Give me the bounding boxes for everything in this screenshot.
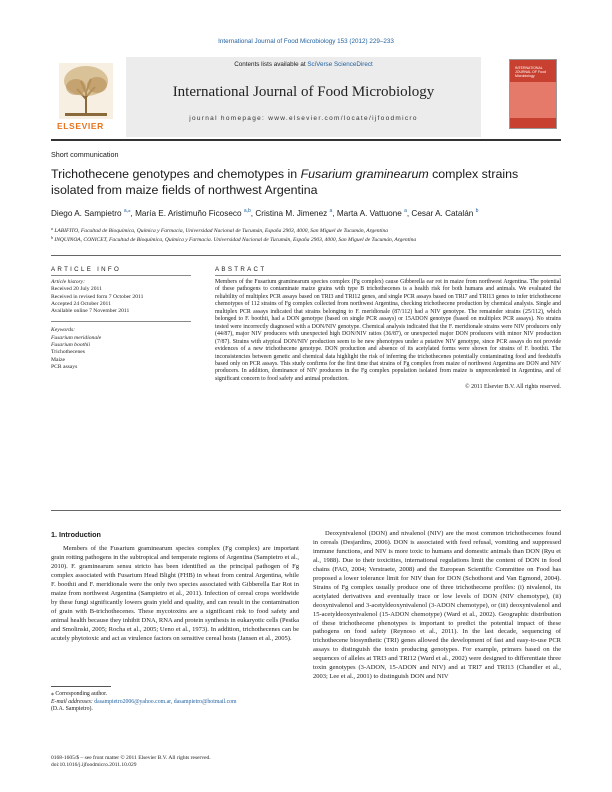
- keywords-label: Keywords:: [51, 327, 76, 334]
- history-item: Accepted 24 October 2011: [51, 300, 111, 307]
- history-label: Article history:: [51, 279, 86, 285]
- doi-link[interactable]: doi:10.1016/j.ijfoodmicro.2011.10.029: [51, 762, 137, 768]
- author[interactable]: Cristina M. Jimenez $^a$: [255, 208, 333, 218]
- journal-header: [51, 57, 561, 137]
- affiliation-divider: [51, 255, 561, 256]
- email-link[interactable]: dasampietro2006@yahoo.com.ar, dasampietro@hotmail.com: [94, 698, 237, 705]
- elsevier-logo: [51, 57, 121, 137]
- bottom-info: [51, 755, 211, 769]
- article-type: Short communication: [51, 150, 119, 159]
- intro-right-column: [313, 530, 561, 682]
- cover-title: INTERNATIONAL JOURNAL OF Food Microbiology: [515, 66, 546, 78]
- journal-citation[interactable]: International Journal of Food Microbiology 153 (2012) 229–233: [218, 38, 394, 45]
- title-part-2: complex strains isolated from maize fields of northwest Argentina: [51, 167, 519, 197]
- footnote: [51, 691, 299, 714]
- keyword: Trichothecenes: [51, 349, 85, 356]
- keyword: Maize: [51, 356, 65, 363]
- keyword: Fusarium meridionale: [51, 334, 102, 341]
- publisher-name: ELSEVIER: [57, 121, 104, 131]
- title-part-1: Trichothecene genotypes and chemotypes in: [51, 167, 301, 181]
- info-rule: [51, 275, 191, 276]
- contents-line: [126, 61, 481, 68]
- contents-prefix: Contents lists available at: [234, 61, 308, 68]
- journal-cover-image: [509, 59, 557, 129]
- affiliation-b: $^b$ INQUINOA, CONICET, Facultad de Bioquímica, Química y Farmacia. Universidad Nacional de Tucumán, España 2903, 4000, San Miguel de Tucumán, Argentina: [51, 235, 417, 243]
- keyword: Fusarium boothii: [51, 342, 91, 349]
- journal-name: International Journal of Food Microbiology: [172, 84, 435, 100]
- affiliation-a: $^a$ LABIFITO, Facultad de Bioquímica, Química y Farmacia, Universidad Nacional de Tucumán, España 2903, 4000, San Miguel de Tucumán, Argentina: [51, 226, 389, 234]
- section-heading-introduction: 1. Introduction: [51, 530, 101, 539]
- abstract-rule: [215, 275, 561, 276]
- journal-masthead: [126, 57, 481, 137]
- cover-band: [510, 82, 556, 118]
- email-label: E-mail addresses:: [51, 698, 95, 705]
- history-item: Received 20 July 2011: [51, 286, 102, 293]
- intro-paragraph: Deoxynivalenol (DON) and nivalenol (NIV) are the most common trichothecenes found in cereals (Desjardins, 2006). DON is associated with feed refusal, vomiting and suppressed immune functions, and NIV is more toxic to humans and domestic animals than DON (Ryu et al., 1988). Due to their toxicities, international regulations limit the content of DON in food chains (FAO, 2004; Verstraete, 2008) and the European Scientific Committee on Food has proposed a lower tolerance limit for NIV than for DON (Schothorst and Van Egmond, 2004). Strains of Fg complex usually produce one of three trichothecene profiles: (i) nivalenol, its acetylated derivatives and eventually trace or low levels of DON (NIV chemotype), (ii) deoxynivalenol and 3-acetyldeoxynivalenol (3-ADON chemotype), or (iii) deoxynivalenol and 15-acetyldeoxynivalenol (15-ADON chemotype) (Ward et al., 2002). Geographic distribution of these trichothecene phenotypes is important to predict the potential impact of these pathogens on food safety (Reynoso et al., 2011). In the last decade, sequencing of trichothecene biosynthetic (TRI) genes allowed the development of fast and easy-to-use PCR assays to distinguish the toxin producing genotypes. For example, primers based on the sequences of alleles at TRI3 and TRI12 (Ward et al., 2002) were designed to differentiate three toxin genotypes (3-ADON, 15-ADON and NIV) and at TRI7 and TRI13 (Chandler et al., 2003; Lee et al., 2001) to distinguish DON and NIV: [313, 530, 561, 681]
- intro-left-column: [51, 545, 299, 643]
- author[interactable]: Cesar A. Catalán $^b$: [411, 208, 479, 218]
- copyright: © 2011 Elsevier B.V. All rights reserved.: [465, 384, 561, 391]
- header-divider: [51, 139, 561, 141]
- author-list: Diego A. Sampietro $^{a,⁎}$, María E. Aristimuño Ficoseco $^{a,b}$, Cristina M. Jimenez $^a$, Marta A. Vattuone $^a$, Cesar A. Catalán $^b$: [51, 208, 479, 218]
- abstract-text: Members of the Fusarium graminearum species complex (Fg complex) cause Gibberella ear rot in maize from northwest Argentina. The potential of these pathogens to contaminate maize grains with type B trichothecenes is a health risk for both humans and animals. We evaluated the reliability of multiplex PCR assays based on TRI3 and TRI12 genes, and single PCR assays based on TRI7 and TRI13 genes to infer trichothecene chemotypes of 112 strains of Fg complex collected from northwest Argentina, checking trichothecene production by chemical analysis. Single and multiplex PCR assays indicated that strains belonging to F. meridionale (87/112) had a NIV genotype. The remainder strains (25/112), which belonged to F. boothii, had a DON genotype (based on single PCR assays) or 15ADON genotype (based on multiplex PCR assays). No strains tested were incorrectly diagnosed with a DON/NIV genotype. Chemical analysis indicated that the F. meridionale strains were NIV producers only (44/87), major NIV producers with unexpected high DON/NIV ratios (36/87), or unexpected major DON producers with minor NIV production (7/87). Strains with atypical DON/NIV production seem to be new phenotypes under a putative NIV genotype, since PCR assays do not provide evidences of a new trichothecene genotype. DON production and absence of its acetylated forms were shown for strains of F. boothii. The inconsistencies between genetic and chemical data highlight the risk of inferring the trichothecenes potentially contaminating food and feedstuffs based only on PCR assays. This study confirms for the first time that strains of Fg complex from maize of northwest Argentina are DON and NIV producers. In addition, dominance of NIV producers in the Fg complex population isolated from maize is unprecedented in Argentina, and of significant concern to food safety and animal production.: [215, 279, 561, 382]
- journal-homepage[interactable]: journal homepage: www.elsevier.com/locate/ijfoodmicro: [189, 115, 418, 122]
- keywords-rule: [51, 321, 191, 322]
- abstract-heading: ABSTRACT: [215, 266, 267, 273]
- history-item: Available online 7 November 2011: [51, 308, 130, 315]
- abstract: [215, 279, 561, 390]
- issn-line: 0168-1605/$ – see front matter © 2011 Elsevier B.V. All rights reserved.: [51, 755, 211, 761]
- abstract-divider: [51, 510, 561, 511]
- author[interactable]: María E. Aristimuño Ficoseco $^{a,b}$: [135, 208, 251, 218]
- email-owner: (D.A. Sampietro).: [51, 706, 93, 713]
- article-info: [51, 279, 191, 371]
- title-species: Fusarium graminearum: [300, 167, 429, 181]
- intro-paragraph: Members of the Fusarium graminearum species complex (Fg complex) are important grain rotting pathogens in the subtropical and temperate regions of Argentina (Sampietro et al., 2010). F. graminearum sensu stricto has been identified as the principal pathogen of Fg complex associated with Fusarium Head Blight (FHB) in wheat from central Argentina, while F. boothii and F. meridionale were the only two species associated with Gibberella Ear Rot in maize from northwest Argentina (Sampietro et al., 2011). Infection of cereal crops worldwide by these fungi significantly lowers grain yield and quality, and can result in the contamination of grain with B-trichothecenes. These mycotoxins are a significant risk to food safety and animal health because they inhibit DNA, RNA and protein synthesis in eukaryotic cells (Pestka and Smolinski, 2005; Rocha et al., 2005; Ueno et al., 1973). In addition, trichothecenes can be acutely phytotoxic and act as virulence factors on sensitive cereal hosts (Jansen et al., 2005).: [51, 545, 299, 642]
- sciverse-link[interactable]: SciVerse ScienceDirect: [307, 61, 373, 68]
- corresponding-author: ⁎ Corresponding author.: [51, 691, 108, 697]
- article-title: [51, 166, 561, 198]
- article-info-heading: ARTICLE INFO: [51, 266, 122, 273]
- footnote-rule: [51, 686, 111, 687]
- author[interactable]: Marta A. Vattuone $^a$: [336, 208, 407, 218]
- history-item: Received in revised form 7 October 2011: [51, 293, 144, 300]
- keyword: PCR assays: [51, 363, 78, 370]
- author[interactable]: Diego A. Sampietro $^{a,⁎}$: [51, 208, 131, 218]
